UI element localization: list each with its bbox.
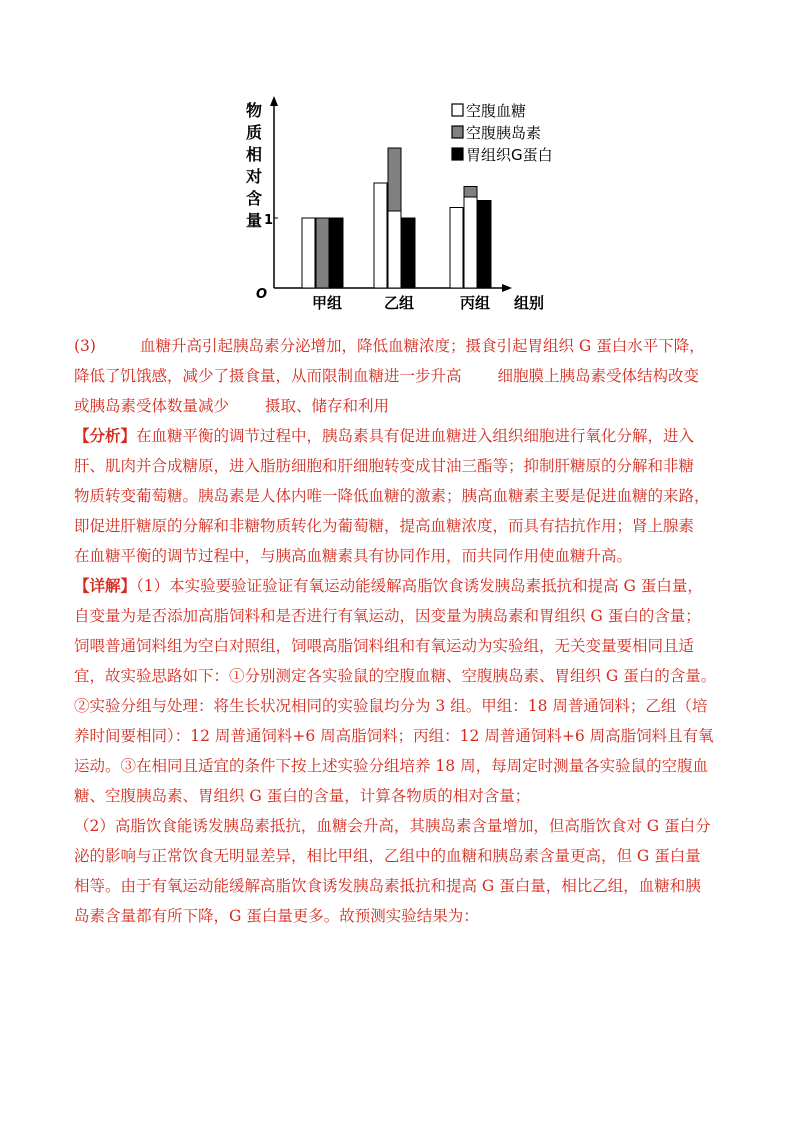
bar [302,218,315,288]
detail-line-2: 自变量为是否添加高脂饲料和是否进行有氧运动，因变量为胰岛素和胃组织 G 蛋白的含量； [74,607,701,625]
x-tick-label: 乙组 [384,294,415,312]
detail-line-6: 养时间要相同）：12 周普通饲料+6 周高脂饲料；丙组：12 周普通饲料+6 周高脂饲料且有氧 [74,727,714,745]
bar [478,201,491,289]
bar [450,208,463,289]
answer-line-1 [74,331,734,361]
legend-label: 空腹血糖 [466,102,527,120]
answer-label: (3) [74,337,96,355]
bar-lower [388,211,401,288]
analysis-line-2: 肝、肌肉并合成糖原，进入脂肪细胞和肝细胞转变成甘油三酯等；抑制肝糖原的分解和非糖 [74,457,695,475]
bar [374,183,387,288]
y-axis-label-char: 质 [246,123,263,142]
bar-chart [240,92,570,322]
y-tick-label: 1 [264,213,274,228]
bar [402,218,415,288]
analysis-text-1: 在血糖平衡的调节过程中，胰岛素具有促进血糖进入组织细胞进行氧化分解，进入 [136,427,695,445]
analysis-tag: 【分析】 [74,426,137,445]
bar [330,218,343,288]
detail-line-4: 宜，故实验思路如下：①分别测定各实验鼠的空腹血糖、空腹胰岛素、胃组织 G 蛋白的含量。 [74,667,717,685]
y-axis-label-char: 相 [246,145,263,164]
analysis-line-4: 即促进肝糖原的分解和非糖物质转化为葡萄糖，提高血糖浓度，而具有拮抗作用；肾上腺素 [74,517,695,535]
answer-part-1: 血糖升高引起胰岛素分泌增加，降低血糖浓度；摄食引起胃组织 G 蛋白水平下降， [139,337,705,355]
y-axis-label-char: 含 [246,189,263,208]
detail-line-12: 岛素含量都有所下降，G 蛋白量更多。故预测实验结果为： [74,907,479,925]
answer-part-3a: 或胰岛素受体数量减少 [74,397,230,415]
answer-part-2a: 降低了饥饿感，减少了摄食量，从而限制血糖进一步升高 [74,367,462,385]
x-axis-arrow [502,284,512,292]
x-tick-label: 甲组 [312,294,343,312]
answer-text [74,331,734,931]
analysis-line-5: 在血糖平衡的调节过程中，与胰高血糖素具有协同作用，而共同作用使血糖升高。 [74,547,633,565]
answer-line-3 [74,391,734,421]
x-tick-label: 丙组 [460,294,491,312]
detail-line-3: 饲喂普通饲料组为空白对照组，饲喂高脂饲料组和有氧运动为实验组，无关变量要相同且适 [74,637,695,655]
detail-line-1 [74,571,734,601]
origin-label: O [256,287,268,302]
detail-line-9: （2）高脂饮食能诱发胰岛素抵抗，血糖会升高，其胰岛素含量增加，但高脂饮食对 G 蛋白分 [74,817,711,835]
legend-swatch [452,126,463,138]
answer-line-2 [74,361,734,391]
analysis-line-1 [74,421,734,451]
detail-line-11: 相等。由于有氧运动能缓解高脂饮食诱发胰岛素抵抗和提高 G 蛋白量，相比乙组，血糖和胰 [74,877,701,895]
legend-label: 空腹胰岛素 [466,124,542,142]
x-axis-label: 组别 [514,294,545,312]
legend-swatch [452,148,463,160]
y-axis-label-char: 对 [246,167,263,186]
detail-tag: 【详解】 [74,576,137,595]
legend-swatch [452,104,463,116]
bar-lower [464,197,477,288]
detail-line-8: 糖、空腹胰岛素、胃组织 G 蛋白的含量，计算各物质的相对含量； [74,787,531,805]
legend-label: 胃组织G蛋白 [466,146,553,164]
answer-part-2b: 细胞膜上胰岛素受体结构改变 [497,367,700,385]
bar [388,148,401,211]
detail-line-7: 运动。③在相同且适宜的条件下按上述实验分组培养 18 周，每周定时测量各实验鼠的空腹血 [74,757,709,775]
detail-text-1: （1）本实验要验证验证有氧运动能缓解高脂饮食诱发胰岛素抵抗和提高 G 蛋白量， [136,577,703,595]
bar [316,218,329,288]
analysis-line-3: 物质转变葡萄糖。胰岛素是人体内唯一降低血糖的激素；胰高血糖素主要是促进血糖的来路， [74,487,710,505]
answer-part-3b: 摄取、储存和利用 [265,397,390,415]
y-axis-label-char: 量 [246,211,263,230]
y-axis-arrow [270,96,278,106]
bar [464,187,477,198]
detail-line-5: ②实验分组与处理：将生长状况相同的实验鼠均分为 3 组。甲组：18 周普通饲料；乙组（培 [74,697,708,715]
detail-line-10: 泌的影响与正常饮食无明显差异，相比甲组，乙组中的血糖和胰岛素含量更高，但 G 蛋白量 [74,847,701,865]
y-axis-label-char: 物 [246,101,263,120]
